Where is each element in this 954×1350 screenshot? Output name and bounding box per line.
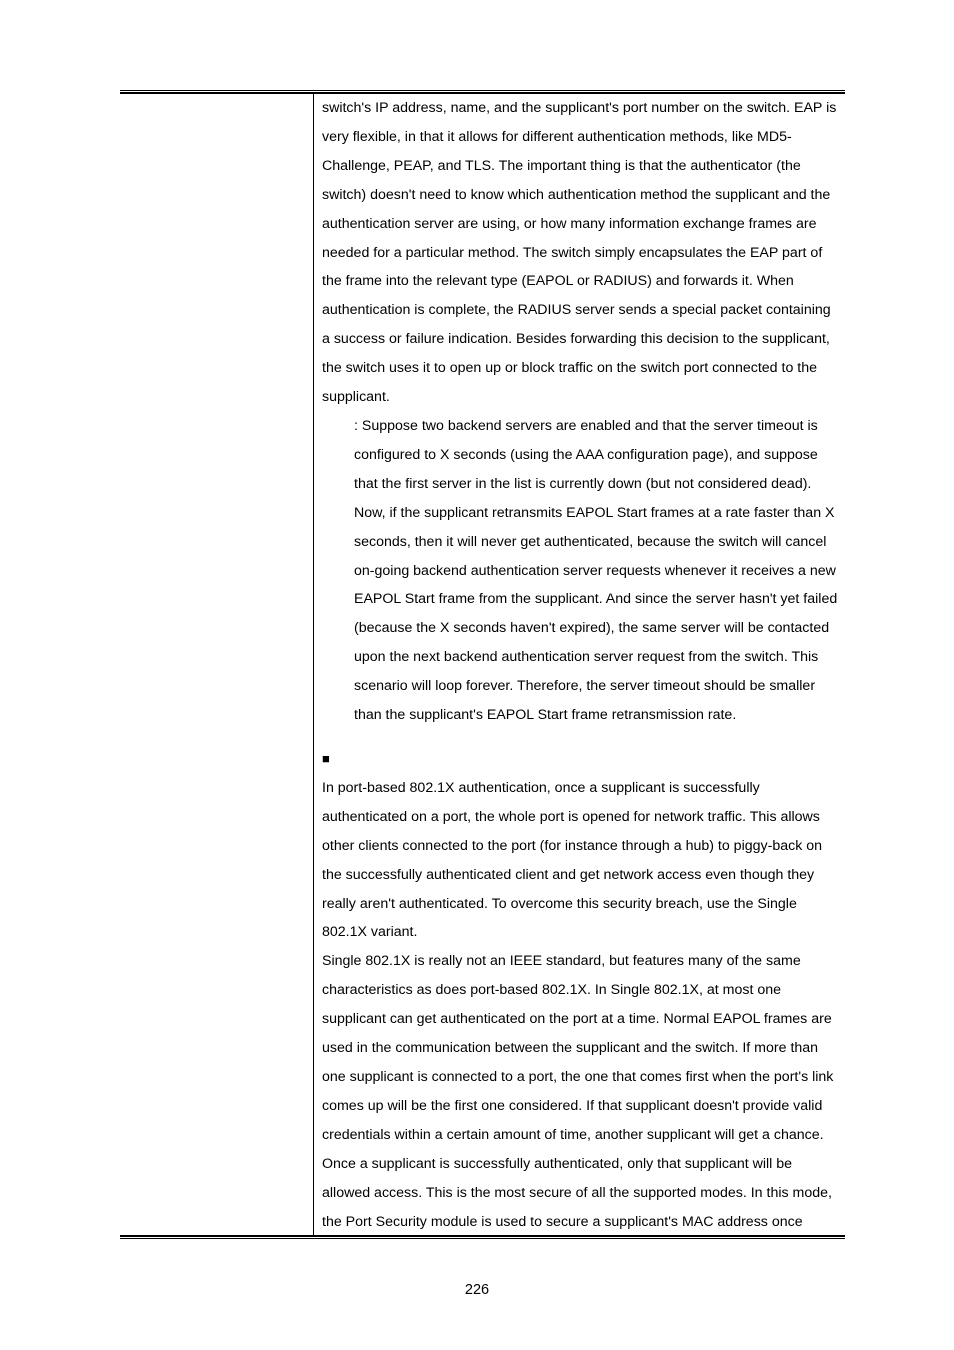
server-timeout-note-paragraph: : Suppose two backend servers are enabled and that the server timeout is configured to X seconds (using the AAA configuration page), and suppose that the first server in the list is currently down (but not considered dead). Now, if the supplicant retransmits EAPOL Start frames at a rate faster than X seconds, then it will never get authenticated, because the switch will cancel on-going backend authentication server requests whenever it receives a new EAPOL Start frame from the supplicant. And since the server hasn't yet failed (because the X seconds haven't expired), the same server will be contacted upon the next backend authentication server request from the switch. This scenario will loop forever. Therefore, the server timeout should be smaller than the supplicant's EAPOL Start frame retransmission rate. — [354, 417, 838, 724]
port-based-paragraph: In port-based 802.1X authentication, once a supplicant is successfully authenticated on a port, the whole port is opened for network traffic. This allows other clients connected to the port (for instance through a hub) to piggy-back on the successfully authenticated client and get network access even though they really aren't authenticated. To overcome this security breach, use the Single 802.1X variant. — [322, 779, 823, 941]
table-bottom-rule — [120, 1235, 845, 1239]
page-number: 226 — [464, 1282, 490, 1298]
table-description-cell — [322, 94, 842, 1236]
section-bullet: ■ — [322, 750, 330, 766]
spacer — [322, 730, 842, 744]
eap-description-paragraph: switch's IP address, name, and the supplicant's port number on the switch. EAP is very flexible, in that it allows for different authentication methods, like MD5-Challenge, PEAP, and TLS. The important thing is that the authenticator (the switch) doesn't need to know which authentication method the supplicant and the authentication server are using, or how many information exchange frames are needed for a particular method. The switch simply encapsulates the EAP part of the frame into the relevant type (EAPOL or RADIUS) and forwards it. When authentication is complete, the RADIUS server sends a special packet containing a success or failure indication. Besides forwarding this decision to the supplicant, the switch uses it to open up or block traffic on the switch port connected to the supplicant. — [322, 100, 837, 406]
single-8021x-paragraph: Single 802.1X is really not an IEEE standard, but features many of the same characteristics as does port-based 802.1X. In Single 802.1X, at most one supplicant can get authenticated on the port at a time. Normal EAPOL frames are used in the communication between the supplicant and the switch. If more than one supplicant is connected to a port, the one that comes first when the port's link comes up will be the first one considered. If that supplicant doesn't provide valid credentials within a certain amount of time, another supplicant will get a chance. Once a supplicant is successfully authenticated, only that supplicant will be allowed access. This is the most secure of all the supported modes. In this mode, the Port Security module is used to secure a supplicant's MAC address once — [322, 953, 834, 1230]
table-column-divider — [313, 94, 314, 1235]
